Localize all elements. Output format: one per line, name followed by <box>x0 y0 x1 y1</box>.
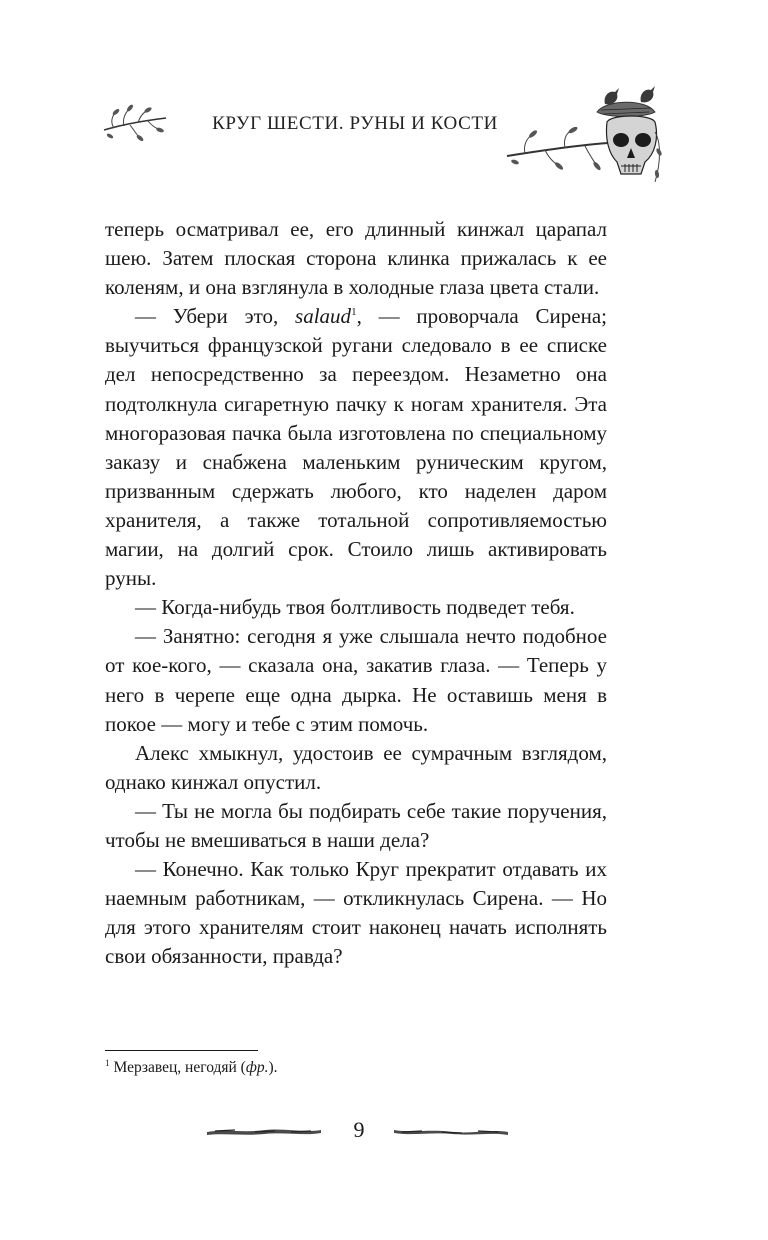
skull-bird-nest-icon <box>505 82 665 192</box>
paragraph-2 <box>105 302 607 593</box>
branch-icon <box>100 100 170 144</box>
footnote-number: 1 <box>105 1057 110 1068</box>
main-text <box>105 215 607 971</box>
paragraph-6: — Ты не могла бы подбирать себе такие поручения, чтобы не вмешиваться в наши дела? <box>105 798 607 852</box>
paragraph-5: Алекс хмыкнул, удостоив ее сумрачным взглядом, однако кинжал опустил. <box>105 740 607 794</box>
footnote-divider <box>105 1050 258 1051</box>
paragraph-2-start: — Убери это, <box>135 304 296 329</box>
ink-stroke-icon <box>205 1124 323 1138</box>
page-number: 9 <box>353 1117 365 1142</box>
running-title: КРУГ ШЕСТИ. РУНЫ И КОСТИ <box>212 113 498 134</box>
page-header <box>0 0 768 200</box>
paragraph-2-rest: , — проворчала Сирена; выучиться французской ругани следовало в ее списке дел непосредственно за переездом. Незаметно она подтолкнула сигаретную пачку к ногам хранителя. Эта многоразовая пачка была изготовлена по специальному заказу и снабжена маленьким руническим кругом, призванным сдержать любого, кто наделен даром хранителя, а также тотальной сопротивляемостью магии, на долгий срок. Стоило лишь активировать руны. <box>105 304 607 591</box>
ink-stroke-icon <box>392 1124 510 1138</box>
paragraph-1: теперь осматривал ее, его длинный кинжал царапал шею. Затем плоская сторона клинка прижалась к ее коленям, и она взглянула в холодные глаза цвета стали. <box>105 217 607 300</box>
foreign-term: salaud <box>295 304 352 329</box>
paragraph-7: — Конечно. Как только Круг прекратит отдавать их наемным работникам, — откликнулась Сирена. — Но для этого хранителям стоит наконец начать исполнять свои обязанности, правда? <box>105 857 607 969</box>
paragraph-4: — Занятно: сегодня я уже слышала нечто подобное от кое-кого, — сказала она, закатив глаза. — Теперь у него в черепе еще одна дырка. Не оставишь меня в покое — могу и тебе с этим помочь. <box>105 624 607 736</box>
footnote <box>105 1058 607 1078</box>
footnote-abbrev: фр. <box>245 1059 269 1076</box>
footnote-text-start: Мерзавец, негодяй ( <box>113 1059 246 1076</box>
footnote-text-end: ). <box>268 1059 278 1076</box>
footnote-ref: 1 <box>351 306 357 319</box>
paragraph-3: — Когда-нибудь твоя болтливость подведет тебя. <box>135 595 575 620</box>
